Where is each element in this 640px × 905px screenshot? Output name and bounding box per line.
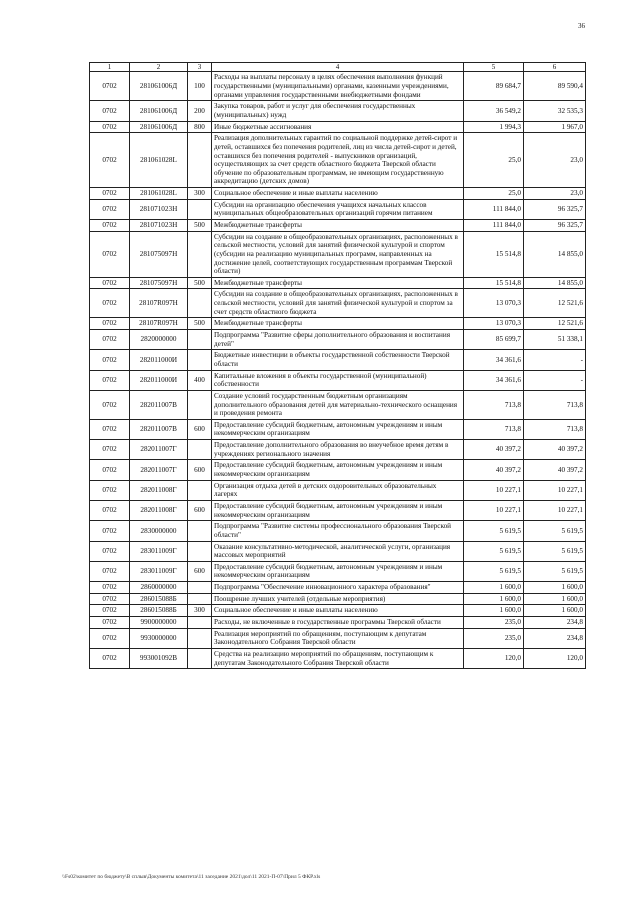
target-code-cell: 286015088Б: [130, 593, 188, 605]
section-cell: 0702: [90, 460, 130, 480]
target-code-cell: 282011008Г: [130, 500, 188, 520]
header-cell: 5: [464, 63, 524, 72]
amount-col6-cell: 51 338,1: [524, 330, 586, 350]
section-cell: 0702: [90, 277, 130, 289]
description-cell: Организация отдыха детей в детских оздоровительных образовательных лагерях: [212, 480, 464, 500]
section-cell: 0702: [90, 419, 130, 439]
description-cell: Социальное обеспечение и иные выплаты населению: [212, 605, 464, 617]
section-cell: 0702: [90, 593, 130, 605]
amount-col6-cell: 40 397,2: [524, 460, 586, 480]
section-cell: 0702: [90, 561, 130, 581]
description-cell: Бюджетные инвестиции в объекты государственной собственности Тверской области: [212, 350, 464, 370]
table-row: [90, 231, 586, 277]
table-row: [90, 419, 586, 439]
amount-col6-cell: 10 227,1: [524, 500, 586, 520]
target-code-cell: 281075097Н: [130, 277, 188, 289]
expense-type-cell: [188, 616, 212, 628]
target-code-cell: 9900000000: [130, 616, 188, 628]
expense-type-cell: 300: [188, 188, 212, 200]
section-cell: 0702: [90, 582, 130, 594]
target-code-cell: 281071023Н: [130, 220, 188, 232]
description-cell: Межбюджетные трансферты: [212, 318, 464, 330]
amount-col5-cell: 111 844,0: [464, 220, 524, 232]
description-cell: Закупка товаров, работ и услуг для обеспечения государственных (муниципальных) нужд: [212, 101, 464, 121]
amount-col5-cell: 1 600,0: [464, 605, 524, 617]
table-row: [90, 605, 586, 617]
table-row: [90, 72, 586, 101]
amount-col6-cell: 713,8: [524, 390, 586, 419]
amount-col6-cell: 12 521,6: [524, 318, 586, 330]
target-code-cell: 281061006Д: [130, 72, 188, 101]
amount-col6-cell: 40 397,2: [524, 440, 586, 460]
section-cell: 0702: [90, 318, 130, 330]
expense-type-cell: 300: [188, 605, 212, 617]
amount-col5-cell: 235,0: [464, 628, 524, 648]
expense-type-cell: [188, 390, 212, 419]
expense-type-cell: [188, 648, 212, 668]
section-cell: 0702: [90, 616, 130, 628]
table-row: [90, 460, 586, 480]
section-cell: 0702: [90, 628, 130, 648]
section-cell: 0702: [90, 72, 130, 101]
description-cell: Подпрограмма "Развитие сферы дополнительного образования и воспитания детей": [212, 330, 464, 350]
table-row: [90, 370, 586, 390]
budget-table: [89, 62, 586, 669]
section-cell: 0702: [90, 648, 130, 668]
amount-col6-cell: 1 600,0: [524, 593, 586, 605]
description-cell: Капитальные вложения в объекты государственной (муниципальной) собственности: [212, 370, 464, 390]
amount-col6-cell: 1 600,0: [524, 605, 586, 617]
expense-type-cell: [188, 593, 212, 605]
expense-type-cell: [188, 231, 212, 277]
table-row: [90, 582, 586, 594]
expense-type-cell: [188, 289, 212, 318]
table-row: [90, 199, 586, 219]
section-cell: 0702: [90, 541, 130, 561]
amount-col5-cell: 25,0: [464, 133, 524, 188]
amount-col5-cell: 5 619,5: [464, 541, 524, 561]
section-cell: 0702: [90, 289, 130, 318]
description-cell: Средства на реализацию мероприятий по обращениям, поступающим к депутатам Законодательного Собрания Тверской области: [212, 648, 464, 668]
target-code-cell: 282011007В: [130, 390, 188, 419]
expense-type-cell: 200: [188, 101, 212, 121]
expense-type-cell: [188, 330, 212, 350]
amount-col6-cell: 96 325,7: [524, 199, 586, 219]
expense-type-cell: [188, 541, 212, 561]
amount-col5-cell: 5 619,5: [464, 521, 524, 541]
amount-col5-cell: 5 619,5: [464, 561, 524, 581]
amount-col6-cell: 5 619,5: [524, 561, 586, 581]
expense-type-cell: [188, 628, 212, 648]
target-code-cell: 282011008Г: [130, 480, 188, 500]
description-cell: Реализация дополнительных гарантий по социальной поддержке детей-сирот и детей, оставшихся без попечения родителей, лиц из числа детей-сирот и детей, оставшихся без попечения родителей - выпускников организаций, осуществляющих за счет средств областного бюджета Тверской области обучение по образовательным программам, не имеющим государственную аккредитацию (детских домов): [212, 133, 464, 188]
description-cell: Создание условий государственным бюджетным организациям дополнительного образования детей для материально-технического оснащения и проведения ремонта: [212, 390, 464, 419]
table-row: [90, 390, 586, 419]
table-row: [90, 277, 586, 289]
amount-col6-cell: 234,8: [524, 628, 586, 648]
amount-col5-cell: 713,8: [464, 390, 524, 419]
description-cell: Предоставление субсидий бюджетным, автономным учреждениям и иным некоммерческим организациям: [212, 561, 464, 581]
section-cell: 0702: [90, 199, 130, 219]
amount-col6-cell: -: [524, 350, 586, 370]
expense-type-cell: 400: [188, 370, 212, 390]
amount-col5-cell: 25,0: [464, 188, 524, 200]
header-cell: 6: [524, 63, 586, 72]
amount-col6-cell: 5 619,5: [524, 541, 586, 561]
description-cell: Предоставление субсидий бюджетным, автономным учреждениям и иным некоммерческим организациям: [212, 419, 464, 439]
expense-type-cell: 600: [188, 500, 212, 520]
amount-col6-cell: 14 855,0: [524, 277, 586, 289]
table-row: [90, 121, 586, 133]
amount-col5-cell: 15 514,8: [464, 277, 524, 289]
section-cell: 0702: [90, 440, 130, 460]
amount-col6-cell: 234,8: [524, 616, 586, 628]
target-code-cell: 993001092В: [130, 648, 188, 668]
amount-col5-cell: 10 227,1: [464, 480, 524, 500]
amount-col5-cell: 34 361,6: [464, 350, 524, 370]
expense-type-cell: 800: [188, 121, 212, 133]
amount-col5-cell: 111 844,0: [464, 199, 524, 219]
amount-col5-cell: 40 397,2: [464, 440, 524, 460]
expense-type-cell: [188, 350, 212, 370]
table-header-row: [90, 63, 586, 72]
table-row: [90, 101, 586, 121]
target-code-cell: 283011009Г: [130, 541, 188, 561]
amount-col5-cell: 1 994,3: [464, 121, 524, 133]
amount-col5-cell: 1 600,0: [464, 593, 524, 605]
table-row: [90, 500, 586, 520]
description-cell: Субсидии на создание в общеобразовательных организациях, расположенных в сельской местности, условий для занятий физической культурой и спортом (субсидии на реализацию муниципальных программ, направленных на достижение целей, соответствующих государственным программам Тверской области): [212, 231, 464, 277]
description-cell: Иные бюджетные ассигнования: [212, 121, 464, 133]
target-code-cell: 281075097Н: [130, 231, 188, 277]
table-row: [90, 648, 586, 668]
table-row: [90, 220, 586, 232]
amount-col6-cell: 23,0: [524, 188, 586, 200]
target-code-cell: 28107R097Н: [130, 318, 188, 330]
amount-col5-cell: 713,8: [464, 419, 524, 439]
description-cell: Подпрограмма "Развитие системы профессионального образования Тверской области": [212, 521, 464, 541]
amount-col6-cell: 713,8: [524, 419, 586, 439]
description-cell: Предоставление субсидий бюджетным, автономным учреждениям и иным некоммерческим организациям: [212, 460, 464, 480]
section-cell: 0702: [90, 231, 130, 277]
section-cell: 0702: [90, 133, 130, 188]
description-cell: Социальное обеспечение и иные выплаты населению: [212, 188, 464, 200]
amount-col5-cell: 120,0: [464, 648, 524, 668]
amount-col6-cell: 10 227,1: [524, 480, 586, 500]
table-row: [90, 480, 586, 500]
header-cell: 4: [212, 63, 464, 72]
expense-type-cell: 600: [188, 561, 212, 581]
expense-type-cell: [188, 582, 212, 594]
expense-type-cell: [188, 199, 212, 219]
description-cell: Предоставление субсидий бюджетным, автономным учреждениям и иным некоммерческим организациям: [212, 500, 464, 520]
expense-type-cell: [188, 521, 212, 541]
target-code-cell: 282011000И: [130, 370, 188, 390]
amount-col5-cell: 34 361,6: [464, 370, 524, 390]
amount-col6-cell: 5 619,5: [524, 521, 586, 541]
target-code-cell: 2830000000: [130, 521, 188, 541]
amount-col6-cell: 23,0: [524, 133, 586, 188]
amount-col5-cell: 235,0: [464, 616, 524, 628]
target-code-cell: 283011009Г: [130, 561, 188, 581]
table-row: [90, 593, 586, 605]
amount-col6-cell: 120,0: [524, 648, 586, 668]
description-cell: Межбюджетные трансферты: [212, 277, 464, 289]
target-code-cell: 282011000И: [130, 350, 188, 370]
table-row: [90, 289, 586, 318]
expense-type-cell: 600: [188, 460, 212, 480]
target-code-cell: 282011007Г: [130, 440, 188, 460]
section-cell: 0702: [90, 220, 130, 232]
section-cell: 0702: [90, 605, 130, 617]
description-cell: Расходы, не включенные в государственные программы Тверской области: [212, 616, 464, 628]
description-cell: Подпрограмма "Обеспечение инновационного характера образования": [212, 582, 464, 594]
target-code-cell: 2820000000: [130, 330, 188, 350]
amount-col6-cell: 96 325,7: [524, 220, 586, 232]
table-row: [90, 133, 586, 188]
amount-col6-cell: 1 600,0: [524, 582, 586, 594]
header-cell: 3: [188, 63, 212, 72]
amount-col5-cell: 15 514,8: [464, 231, 524, 277]
description-cell: Реализация мероприятий по обращениям, поступающим к депутатам Законодательного Собрания Тверской области: [212, 628, 464, 648]
page-number: 36: [578, 22, 585, 30]
target-code-cell: 281061028L: [130, 133, 188, 188]
section-cell: 0702: [90, 500, 130, 520]
amount-col6-cell: -: [524, 370, 586, 390]
table-body: [90, 72, 586, 669]
section-cell: 0702: [90, 350, 130, 370]
table-row: [90, 616, 586, 628]
target-code-cell: 28107R097Н: [130, 289, 188, 318]
file-path-footer: \\Fs02\комитет по бюджету\В сплыв\Документы комитета\11 заседание 2021\дол\11 2021-П-07\Прил 5 ФКР.xls: [62, 874, 321, 880]
description-cell: Оказание консультативно-методической, аналитической услуги, организация массовых мероприятий: [212, 541, 464, 561]
target-code-cell: 286015088Б: [130, 605, 188, 617]
table-row: [90, 521, 586, 541]
amount-col5-cell: 13 070,3: [464, 289, 524, 318]
section-cell: 0702: [90, 390, 130, 419]
target-code-cell: 281061006Д: [130, 121, 188, 133]
amount-col5-cell: 1 600,0: [464, 582, 524, 594]
table-row: [90, 318, 586, 330]
section-cell: 0702: [90, 101, 130, 121]
table-row: [90, 188, 586, 200]
expense-type-cell: [188, 133, 212, 188]
target-code-cell: 281061006Д: [130, 101, 188, 121]
amount-col5-cell: 36 549,2: [464, 101, 524, 121]
header-cell: 1: [90, 63, 130, 72]
table-row: [90, 541, 586, 561]
target-code-cell: 281061028L: [130, 188, 188, 200]
amount-col6-cell: 89 590,4: [524, 72, 586, 101]
amount-col5-cell: 10 227,1: [464, 500, 524, 520]
expense-type-cell: [188, 480, 212, 500]
table-row: [90, 350, 586, 370]
section-cell: 0702: [90, 370, 130, 390]
amount-col5-cell: 85 699,7: [464, 330, 524, 350]
amount-col6-cell: 12 521,6: [524, 289, 586, 318]
target-code-cell: 9930000000: [130, 628, 188, 648]
description-cell: Субсидии на создание в общеобразовательных организациях, расположенных в сельской местности, условий для занятий физической культурой и спортом за счет средств областного бюджета: [212, 289, 464, 318]
table-row: [90, 628, 586, 648]
expense-type-cell: 500: [188, 277, 212, 289]
expense-type-cell: 100: [188, 72, 212, 101]
expense-type-cell: 600: [188, 419, 212, 439]
section-cell: 0702: [90, 188, 130, 200]
table-row: [90, 440, 586, 460]
amount-col6-cell: 14 855,0: [524, 231, 586, 277]
target-code-cell: 282011007Г: [130, 460, 188, 480]
amount-col5-cell: 40 397,2: [464, 460, 524, 480]
table-row: [90, 330, 586, 350]
amount-col5-cell: 89 684,7: [464, 72, 524, 101]
expense-type-cell: 500: [188, 318, 212, 330]
description-cell: Поощрение лучших учителей (отдельные мероприятия): [212, 593, 464, 605]
section-cell: 0702: [90, 121, 130, 133]
description-cell: Предоставление дополнительного образования во внеучебное время детям в учреждениях регионального значения: [212, 440, 464, 460]
description-cell: Расходы на выплаты персоналу в целях обеспечения выполнения функций государственными (муниципальными) органами, казенными учреждениями, органами управления государственными внебюджетными фондами: [212, 72, 464, 101]
target-code-cell: 282011007В: [130, 419, 188, 439]
amount-col6-cell: 1 967,0: [524, 121, 586, 133]
section-cell: 0702: [90, 480, 130, 500]
amount-col5-cell: 13 070,3: [464, 318, 524, 330]
target-code-cell: 281071023Н: [130, 199, 188, 219]
header-cell: 2: [130, 63, 188, 72]
section-cell: 0702: [90, 521, 130, 541]
target-code-cell: 2860000000: [130, 582, 188, 594]
description-cell: Межбюджетные трансферты: [212, 220, 464, 232]
table-row: [90, 561, 586, 581]
section-cell: 0702: [90, 330, 130, 350]
amount-col6-cell: 32 535,3: [524, 101, 586, 121]
description-cell: Субсидии на организацию обеспечения учащихся начальных классов муниципальных общеобразовательных организаций горячим питанием: [212, 199, 464, 219]
expense-type-cell: 500: [188, 220, 212, 232]
expense-type-cell: [188, 440, 212, 460]
